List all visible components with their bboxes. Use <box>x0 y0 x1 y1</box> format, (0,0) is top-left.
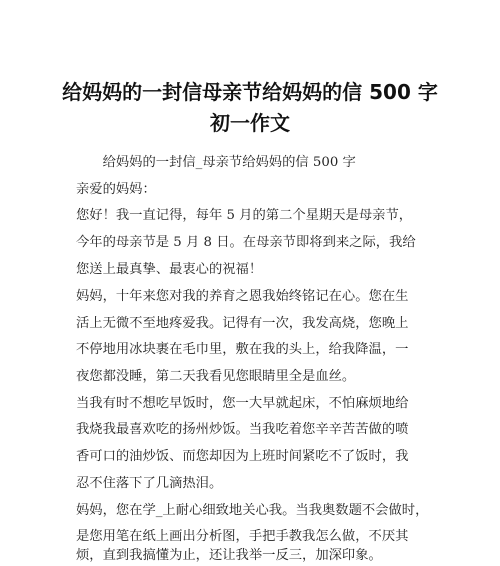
body-line: 是您用笔在纸上画出分析图，手把手教我怎么做，不厌其 <box>76 529 409 544</box>
body-line: 妈妈，您在学_上耐心细致地关心我。当我奥数题不会做时， <box>76 503 429 518</box>
subtitle-line: 给妈妈的一封信_母亲节给妈妈的信 500 字 <box>76 155 356 170</box>
body-line: 夜您都没睡，第二天我看见您眼睛里全是血丝。 <box>76 369 356 384</box>
body-line: 妈妈，十年来您对我的养育之恩我始终铭记在心。您在生 <box>76 289 409 304</box>
body-line: 烦，直到我搞懂为止，还让我举一反三，加深印象。 <box>76 548 382 563</box>
body-line: 当我有时不想吃早饭时，您一大早就起床，不怕麻烦地给 <box>76 396 409 411</box>
body-line: 您送上最真挚、最衷心的祝福！ <box>76 262 263 277</box>
document-title-line-1: 给妈妈的一封信母亲节给妈妈的信 500 字 <box>62 80 438 104</box>
body-line: 活上无微不至地疼爱我。记得有一次，我发高烧，您晚上 <box>76 316 409 331</box>
body-line: 忍不住落下了几滴热泪。 <box>76 476 223 491</box>
body-line: 亲爱的妈妈： <box>76 182 156 197</box>
body-line: 今年的母亲节是 5 月 8 日。在母亲节即将到来之际，我给 <box>76 235 416 250</box>
document-title-line-2: 初一作文 <box>210 111 290 135</box>
body-line: 香可口的油炒饭、而您却因为上班时间紧吃不了饭时，我 <box>76 449 409 464</box>
body-line: 不停地用冰块裹在毛巾里，敷在我的头上，给我降温，一 <box>76 342 409 357</box>
body-line: 我烧我最喜欢吃的扬州炒饭。当我吃着您辛辛苦苦做的喷 <box>76 422 409 437</box>
body-line: 您好！我一直记得，每年 5 月的第二个星期天是母亲节， <box>76 208 413 223</box>
